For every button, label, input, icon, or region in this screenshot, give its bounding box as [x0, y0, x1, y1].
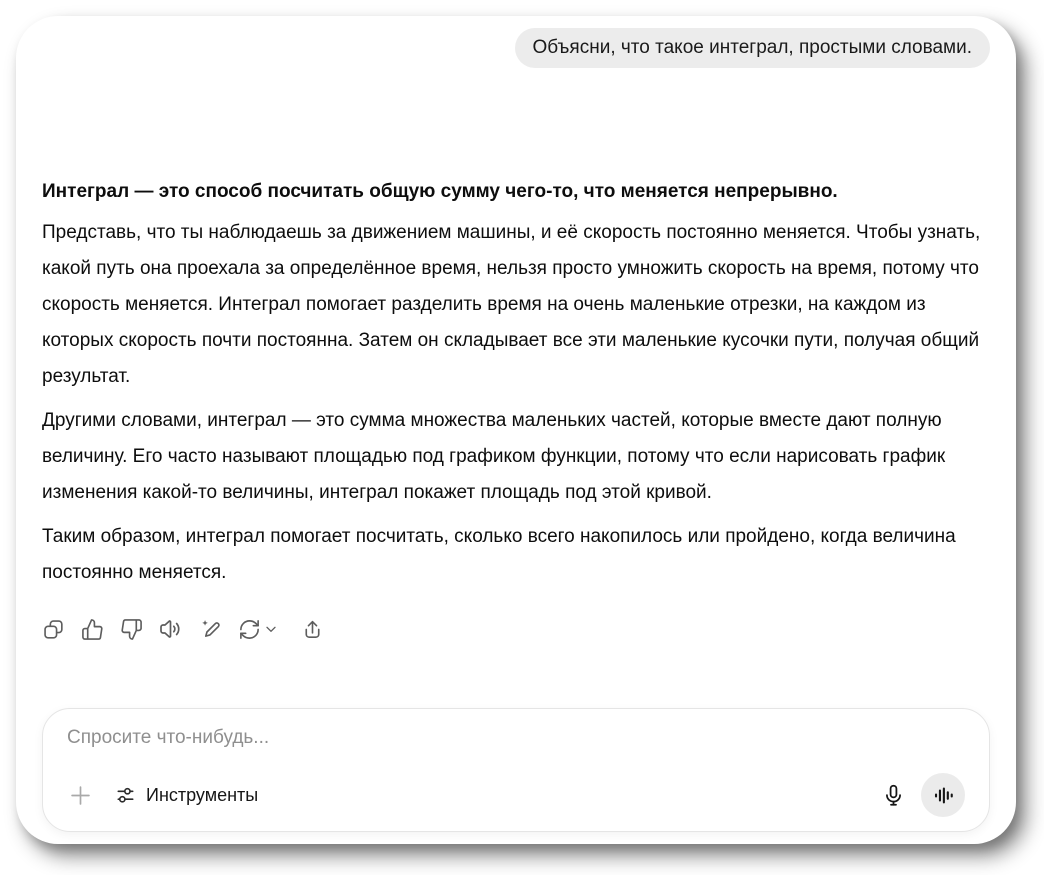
upload-icon — [301, 618, 324, 641]
composer-right-controls — [881, 773, 965, 817]
attach-button[interactable] — [67, 782, 94, 809]
good-response-button[interactable] — [81, 618, 104, 641]
tools-label: Инструменты — [146, 784, 259, 805]
user-message-row — [42, 28, 990, 68]
thumbs-down-icon — [120, 618, 143, 641]
chevron-down-icon — [263, 621, 279, 637]
message-actions-toolbar — [42, 617, 990, 641]
regenerate-button[interactable] — [238, 618, 279, 641]
copy-button[interactable] — [42, 618, 65, 641]
assistant-paragraph: Таким образом, интеграл помогает посчитать, сколько всего накопилось или пройдено, когда величина постоянно меняется. — [42, 526, 956, 583]
assistant-lead-sentence: Интеграл — это способ посчитать общую сумму чего-то, что меняется непрерывно. — [42, 181, 838, 202]
voice-mode-button[interactable] — [921, 773, 965, 817]
speaker-icon — [159, 617, 183, 641]
microphone-icon — [881, 783, 906, 808]
share-button[interactable] — [301, 618, 324, 641]
user-message-text: Объясни, что такое интеграл, простыми словами. — [532, 37, 972, 58]
plus-icon — [67, 782, 94, 809]
sliders-icon — [114, 784, 137, 807]
assistant-paragraph: Другими словами, интеграл — это сумма множества маленьких частей, которые вместе дают полную величину. Его часто называют площадью под графиком функции, потому что если нарисовать график изменения какой-то величины, интеграл покажет площадь под этой кривой. — [42, 410, 946, 503]
thumbs-up-icon — [81, 618, 104, 641]
refresh-icon — [238, 618, 261, 641]
composer-controls — [67, 773, 965, 817]
assistant-message — [42, 178, 990, 641]
bad-response-button[interactable] — [120, 618, 143, 641]
voice-waveform-icon — [932, 784, 955, 807]
edit-button[interactable] — [199, 618, 222, 641]
pencil-sparkle-icon — [199, 618, 222, 641]
tools-button[interactable] — [114, 784, 258, 807]
assistant-paragraph: Представь, что ты наблюдаешь за движением машины, и её скорость постоянно меняется. Чтобы узнать, какой путь она проехала за определённое время, нельзя просто умножить скорость на время, потому что скорость меняется. Интеграл помогает разделить время на очень маленькие отрезки, на каждом из которых скорость почти постоянна. Затем он складывает все эти маленькие кусочки пути, получая общий результат. — [42, 222, 981, 387]
composer — [42, 708, 990, 832]
chat-window — [16, 16, 1016, 844]
copy-icon — [42, 618, 65, 641]
user-message-bubble — [515, 28, 990, 68]
read-aloud-button[interactable] — [159, 617, 183, 641]
message-input[interactable] — [67, 727, 965, 749]
dictate-button[interactable] — [881, 783, 906, 808]
